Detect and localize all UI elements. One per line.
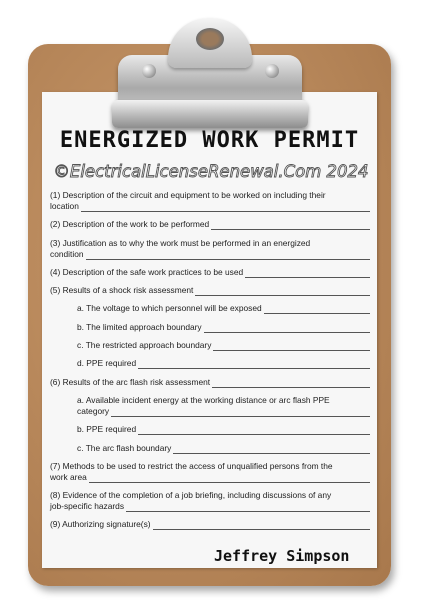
item-6a-field[interactable] (111, 408, 370, 417)
item-7-text: (7) Methods to be used to restrict the access of unqualified persons from the (50, 460, 333, 471)
item-2 (50, 219, 370, 230)
item-6a (50, 395, 370, 417)
item-6-text: (6) Results of the arc flash risk assessment (50, 376, 211, 387)
item-5c-field[interactable] (213, 342, 370, 351)
item-2-text: (2) Description of the work to be performed (50, 219, 210, 230)
item-5a-text: a. The voltage to which personnel will be exposed (77, 303, 262, 314)
item-6-field[interactable] (212, 379, 370, 388)
item-8-text: (8) Evidence of the completion of a job briefing, including discussions of any (50, 490, 332, 501)
signature: Jeffrey Simpson (214, 547, 350, 565)
item-5d-text: d. PPE required (77, 358, 137, 369)
item-6c (50, 443, 370, 454)
item-5d (50, 358, 370, 369)
item-5b (50, 322, 370, 333)
clip-rivet-left (142, 64, 156, 78)
item-5a-field[interactable] (264, 305, 370, 314)
item-1-text-cont: location (50, 201, 79, 211)
item-8-field[interactable] (126, 503, 370, 512)
item-5d-field[interactable] (138, 360, 370, 369)
item-6 (50, 377, 370, 388)
item-4-text: (4) Description of the safe work practices to be used (50, 266, 244, 277)
item-9-field[interactable] (153, 521, 370, 530)
item-9-text: (9) Authorizing signature(s) (50, 519, 151, 530)
item-1 (50, 190, 370, 212)
item-7-field[interactable] (89, 474, 370, 483)
item-6b-field[interactable] (138, 426, 370, 435)
item-8 (50, 490, 370, 512)
item-5 (50, 285, 370, 296)
item-4 (50, 267, 370, 278)
item-5b-text: b. The limited approach boundary (77, 321, 202, 332)
item-4-field[interactable] (245, 269, 370, 278)
item-6c-field[interactable] (173, 445, 370, 454)
item-6b (50, 424, 370, 435)
permit-items (50, 190, 370, 538)
item-6b-text: b. PPE required (77, 424, 137, 435)
clip-rivet-right (265, 64, 279, 78)
item-2-field[interactable] (211, 221, 370, 230)
item-3-text-cont: condition (50, 248, 84, 259)
item-8-text-cont: job-specific hazards (50, 501, 125, 512)
item-6c-text: c. The arc flash boundary (77, 442, 172, 453)
item-6a-text-cont: category (77, 405, 110, 416)
item-3-text: (3) Justification as to why the work must be performed in an energized (50, 237, 311, 248)
item-9 (50, 519, 370, 530)
item-1-field[interactable] (81, 203, 370, 212)
clip-bar (112, 100, 308, 128)
item-7 (50, 461, 370, 483)
item-6a-text: a. Available incident energy at the working distance or arc flash PPE (77, 394, 330, 405)
watermark: ©ElectricalLicenseRenewal.Com 2024 (53, 162, 369, 181)
item-5b-field[interactable] (204, 324, 370, 333)
item-5a (50, 303, 370, 314)
item-1-text: (1) Description of the circuit and equipment to be worked on including their (50, 190, 326, 200)
item-5-field[interactable] (195, 287, 370, 296)
item-5c-text: c. The restricted approach boundary (77, 340, 212, 351)
clip-hole (196, 28, 224, 50)
item-7-text-cont: work area (50, 471, 87, 482)
item-5-text: (5) Results of a shock risk assessment (50, 285, 194, 296)
permit-title: ENERGIZED WORK PERMIT (59, 128, 360, 153)
item-3 (50, 238, 370, 260)
item-3-field[interactable] (86, 251, 370, 260)
item-5c (50, 340, 370, 351)
